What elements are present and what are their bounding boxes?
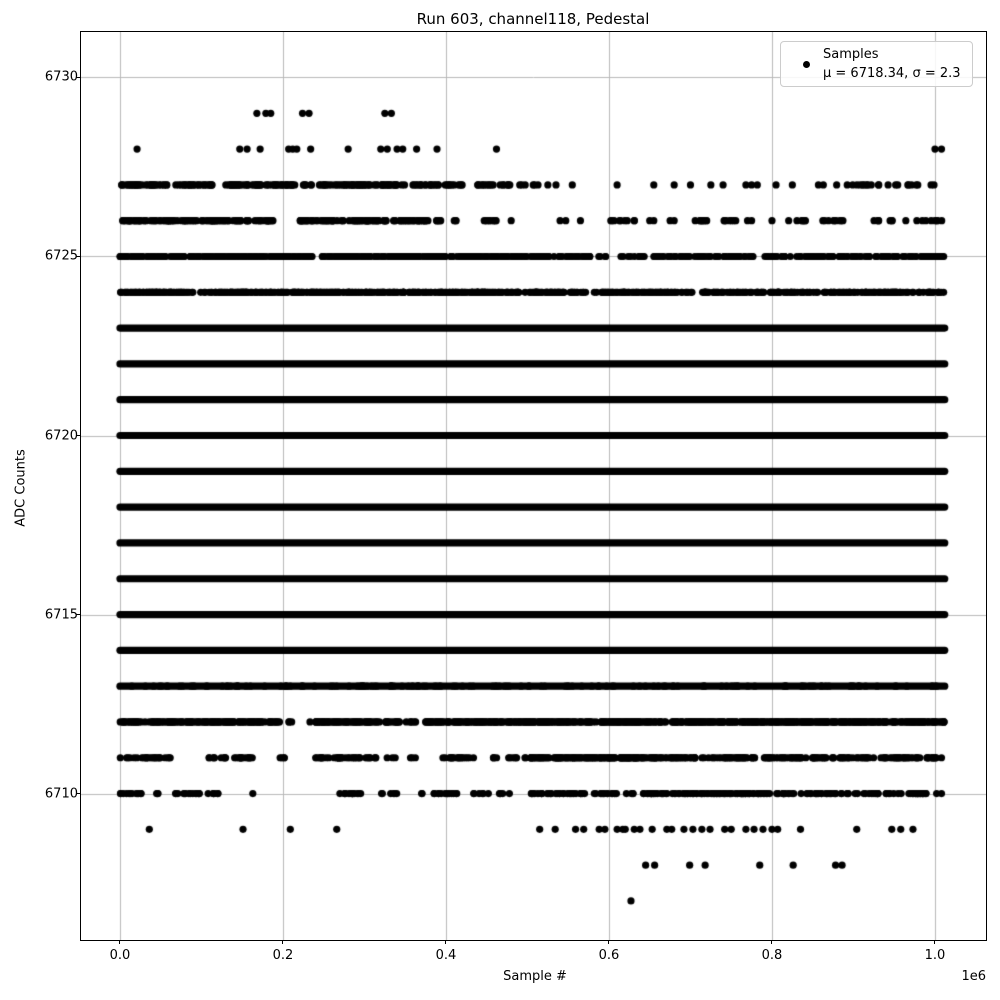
- x-tick-label: 0.8: [761, 948, 783, 963]
- x-tick-mark: [608, 940, 609, 944]
- y-tick-label: 6715: [44, 607, 78, 623]
- x-axis-label: Sample #: [503, 969, 567, 984]
- x-tick-mark: [119, 940, 120, 944]
- y-tick-label: 6725: [44, 248, 78, 264]
- x-tick-label: 1.0: [924, 948, 946, 963]
- scatter-plot-canvas: [81, 32, 986, 940]
- x-tick-mark: [771, 940, 772, 944]
- x-tick-mark: [445, 940, 446, 944]
- y-tick-label: 6710: [44, 786, 78, 802]
- chart-title: Run 603, channel118, Pedestal: [416, 10, 650, 28]
- y-axis-label: ADC Counts: [13, 449, 29, 527]
- x-tick-label: 0.0: [109, 948, 131, 963]
- x-tick-label: 0.2: [272, 948, 294, 963]
- x-tick-mark: [282, 940, 283, 944]
- y-tick-label: 6730: [44, 69, 78, 85]
- x-axis-offset-text: 1e6: [961, 969, 986, 984]
- legend-text: [823, 45, 961, 83]
- legend-series-label: Samples: [823, 47, 879, 62]
- legend-marker-column: [789, 61, 823, 68]
- x-tick-label: 0.6: [598, 948, 620, 963]
- legend-stats-label: μ = 6718.34, σ = 2.3: [823, 66, 961, 81]
- x-tick-mark: [934, 940, 935, 944]
- legend: [780, 41, 973, 87]
- y-tick-label: 6720: [44, 428, 78, 444]
- legend-dot-icon: [803, 61, 810, 68]
- plot-area: [80, 31, 987, 941]
- x-tick-label: 0.4: [435, 948, 457, 963]
